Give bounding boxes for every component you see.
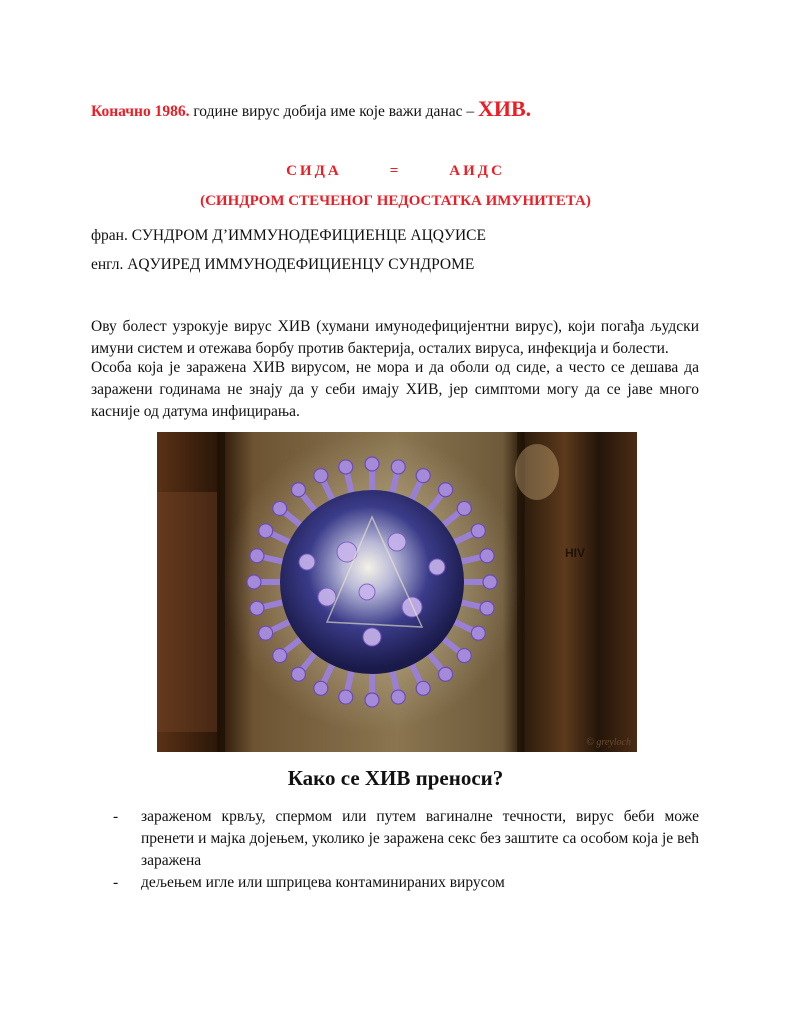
bullet-dash: - bbox=[113, 808, 119, 825]
acronym-equals: = bbox=[389, 163, 402, 179]
acronym-equation bbox=[0, 163, 791, 180]
hiv-virus-photo bbox=[157, 432, 637, 752]
photo-credit: © greyloch bbox=[586, 737, 631, 748]
list-item-line: пренети и мајка дојењем, уколико је заражена секс без заштите са особом која је већ bbox=[141, 830, 699, 847]
acronym-aids: АИДС bbox=[449, 163, 505, 179]
sign-text: HIV bbox=[565, 546, 586, 560]
list-item bbox=[113, 806, 699, 872]
paragraph-line: касније од датума инфицирања. bbox=[91, 403, 300, 420]
paragraph-cause bbox=[91, 316, 699, 360]
french-translation: фран. СУНДРОМ Д’ИММУНОДЕФИЦИЕНЦЕ АЦQУИСЕ bbox=[91, 227, 486, 244]
paragraph-line: Особа која је заражена ХИВ вирусом, не мора и да оболи од сиде, а често се дешава да bbox=[91, 359, 699, 376]
intro-sentence bbox=[91, 96, 531, 122]
transmission-list bbox=[113, 806, 699, 894]
paragraph-line: имуни систем и отежава борбу против бактерија, осталих вируса, инфекција и болести. bbox=[91, 340, 669, 357]
list-item-line: дељењем игле или шприцева контаминираних вирусом bbox=[141, 874, 505, 891]
acronym-full-name: (СИНДРОМ СТЕЧЕНОГ НЕДОСТАТКА ИМУНИТЕТА) bbox=[200, 193, 591, 209]
virus-illustration bbox=[157, 432, 637, 752]
list-item-line: заражена bbox=[141, 852, 202, 869]
intro-hiv-highlight: ХИВ. bbox=[477, 96, 532, 121]
list-item-line: зараженом крвљу, спермом или путем вагиналне течности, вирус беби може bbox=[141, 808, 699, 825]
section-heading: Како се ХИВ преноси? bbox=[287, 766, 504, 790]
intro-year-highlight: Коначно 1986. bbox=[91, 103, 190, 120]
bullet-dash: - bbox=[113, 874, 119, 891]
paragraph-line: заражени годинама не знају да у себи имају ХИВ, јер симптоми могу да се јаве много bbox=[91, 381, 699, 398]
intro-text: године вирус добија име које важи данас – bbox=[189, 103, 478, 120]
list-item bbox=[113, 872, 699, 894]
english-translation: енгл. АQУИРЕД ИММУНОДЕФИЦИЕНЦУ СУНДРОМЕ bbox=[91, 256, 475, 273]
paragraph-line: Ову болест узрокује вирус ХИВ (хумани имунодефицијентни вирус), који погађа људски bbox=[91, 318, 699, 335]
acronym-sida: СИДА bbox=[286, 163, 342, 179]
paragraph-symptoms bbox=[91, 357, 699, 423]
